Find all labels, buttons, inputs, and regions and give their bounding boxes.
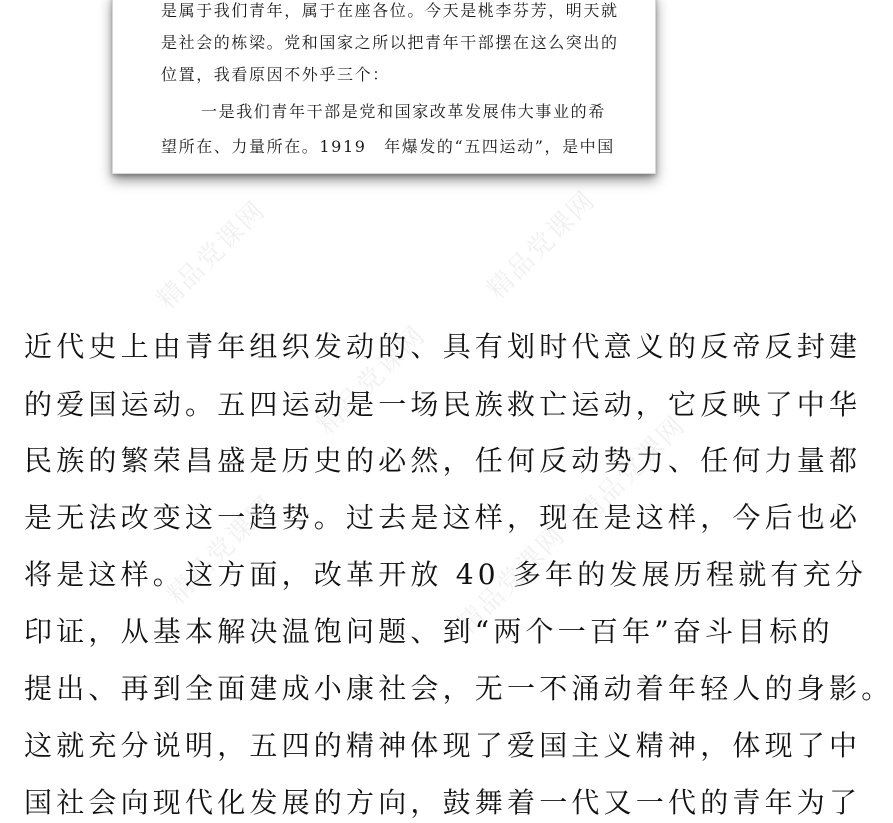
card-text-line: 一是我们青年干部是党和国家改革发展伟大事业的希: [201, 102, 606, 121]
watermark: 精品党课网: [481, 185, 602, 306]
watermark: 精品党课网: [161, 490, 282, 611]
body-text-line: 民族的繁荣昌盛是历史的必然，任何反动势力、任何力量都: [24, 444, 862, 477]
body-text-line: 提出、再到全面建成小康社会，无一不涌动着年轻人的身影。: [24, 672, 893, 705]
embedded-document-screenshot: [112, 0, 656, 174]
card-text-line: 是社会的栋梁。党和国家之所以把青年干部摆在这么突出的: [161, 33, 619, 52]
watermark: 精品党课网: [151, 195, 272, 316]
watermark: 精品党课网: [451, 520, 572, 641]
body-text-line: 国社会向现代化发展的方向，鼓舞着一代又一代的青年为了: [24, 786, 862, 819]
watermark: 精品党课网: [311, 320, 432, 441]
body-text-line: 将是这样。这方面，改革开放 40 多年的发展历程就有充分: [24, 558, 868, 591]
card-text-line: 是属于我们青年，属于在座各位。今天是桃李芬芳，明天就: [161, 1, 619, 20]
watermark: 精品党课网: [571, 410, 692, 531]
body-text-line: 印证，从基本解决温饱问题、到“两个一百年”奋斗目标的: [24, 615, 834, 648]
body-text-line: 近代史上由青年组织发动的、具有划时代意义的反帝反封建: [24, 330, 862, 363]
body-text-line: 是无法改变这一趋势。过去是这样，现在是这样，今后也必: [24, 501, 862, 534]
card-text-line: 望所在、力量所在。1919 年爆发的“五四运动”，是中国: [161, 137, 615, 156]
body-text-line: 这就充分说明，五四的精神体现了爱国主义精神，体现了中: [24, 729, 862, 762]
body-text-line: 的爱国运动。五四运动是一场民族救亡运动，它反映了中华: [24, 388, 862, 421]
card-text-line: 位置，我看原因不外乎三个：: [161, 65, 390, 84]
